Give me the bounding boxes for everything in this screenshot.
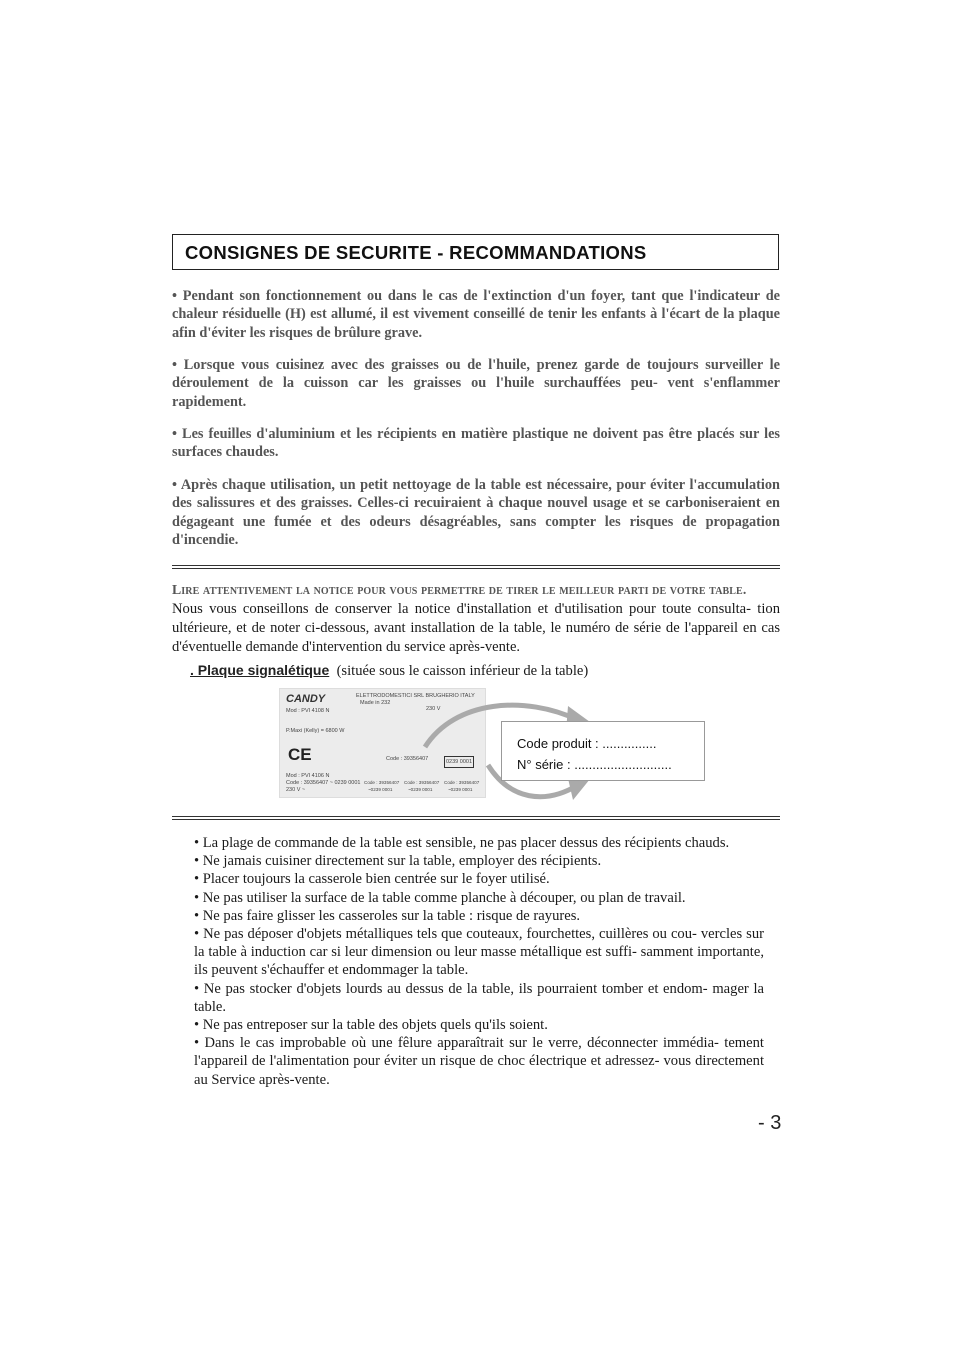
warning-paragraph: • Lorsque vous cuisinez avec des graisses ou de l'huile, prenez garde de toujours surveiller le déroulement de la cuisson car les graisses ou l'huile surchauffées peu- vent s'enflammer rapidement. (172, 357, 780, 410)
brand-logo: CANDY (286, 693, 326, 705)
plate-serial: 0239 0001 (444, 756, 474, 768)
plate-model-2: Mod : PVI 4106 N (286, 773, 330, 779)
plate-sticker-code: Code : 39356407 (404, 780, 440, 785)
intro-body: Nous vous conseillons de conserver la notice d'installation et d'utilisation pour toute consulta- tion ultérieure, et de noter ci-dessous, avant installation de la table, le numéro de série de l'appareil en cas d'éventuelle demande d'intervention du service après-vente. (172, 601, 780, 655)
ce-mark: CE (288, 745, 312, 764)
plate-code: Code : 39356407 (386, 756, 429, 762)
list-item: • La plage de commande de la table est sensible, ne pas placer dessus des récipients chauds. (194, 835, 730, 851)
page-number: - 3 (758, 1112, 782, 1134)
plate-made-in: Made in 232 (360, 700, 391, 706)
plate-voltage: 230 V (426, 706, 441, 712)
plate-code-2: Code : 39356407 ~ 0239 0001 (286, 780, 361, 786)
list-item: • Ne pas entreposer sur la table des objets quels qu'ils soient. (194, 1017, 548, 1034)
plate-model: Mod : PVI 4108 N (286, 708, 330, 714)
list-item: • Ne pas utiliser la surface de la table comme planche à découper, ou plan de travail. (194, 889, 686, 906)
list-item: • Ne jamais cuisiner directement sur la table, employer des récipients. (194, 853, 602, 870)
list-item: • Ne pas stocker d'objets lourds au dessus de la table, ils pourraient tomber et endom- mager la table. (194, 980, 764, 1015)
warning-paragraph: • Après chaque utilisation, un petit nettoyage de la table est nécessaire, pour éviter l'accumulation des salissures et des graisses. Celles-ci recuiraient à chaque nouvel usage et se carboniseraient en dégageant une fumée et des odeurs désagréables, sans compter les risques de propagation d'incendie. (172, 477, 780, 548)
plate-sticker-serial: ~0239 0001 (448, 787, 473, 792)
tips-list (194, 834, 764, 1089)
list-item: • Dans le cas improbable où une fêlure apparaîtrait sur le verre, déconnecter immédia- tement l'appareil de l'alimentation pour éviter un risque de choc électrique et adressez- vous directement au Service après-vente. (194, 1035, 764, 1088)
code-produit: Code produit : ............... (517, 736, 657, 751)
plate-pmax: P.Maxi (Kelly) = 6800 W (286, 728, 345, 734)
warning-paragraph: • Pendant son fonctionnement ou dans le cas de l'extinction d'un foyer, tant que l'indicateur de chaleur résiduelle (H) est allumé, il est vivement conseillé de tenir les enfants à l'écart de la plaque afin d'éviter les risques de brûlure grave. (172, 288, 780, 341)
double-divider (172, 816, 780, 820)
list-item: • Ne pas déposer d'objets métalliques tels que couteaux, fourchettes, cuillères ou cou- vercles sur la table à induction car si leur dimension ou leur masse métallique est suffi- samment importante, ils peuvent s'échauffer et endommager la table. (194, 926, 764, 979)
plate-sticker-serial: ~0239 0001 (408, 787, 433, 792)
section-title: CONSIGNES DE SECURITE - RECOMMANDATIONS (185, 242, 647, 263)
plaque-label: . Plaque signalétique (190, 662, 330, 678)
code-serial-box (501, 721, 705, 781)
plaque-note: (située sous le caisson inférieur de la table) (336, 663, 589, 679)
plate-sticker-serial: ~0239 0001 (368, 787, 393, 792)
plate-sticker-code: Code : 39356407 (444, 780, 480, 785)
list-item: • Ne pas faire glisser les casseroles sur la table : risque de rayures. (194, 907, 581, 924)
list-item: • Placer toujours la casserole bien centrée sur le foyer utilisé. (194, 871, 550, 888)
plate-sticker-code: Code : 39356407 (364, 780, 400, 785)
plate-voltage-2: 230 V ~ (286, 787, 306, 793)
warning-paragraph: • Les feuilles d'aluminium et les récipients en matière plastique ne doivent pas être placés sur les surfaces chaudes. (172, 426, 780, 461)
intro-caps-heading: Lire attentivement la notice pour vous permettre de tirer le meilleur parti de votre table. (172, 582, 747, 597)
plate-maker: ELETTRODOMESTICI SRL BRUGHERIO ITALY (356, 693, 475, 699)
numero-serie: N° série : ........................... (517, 757, 672, 772)
